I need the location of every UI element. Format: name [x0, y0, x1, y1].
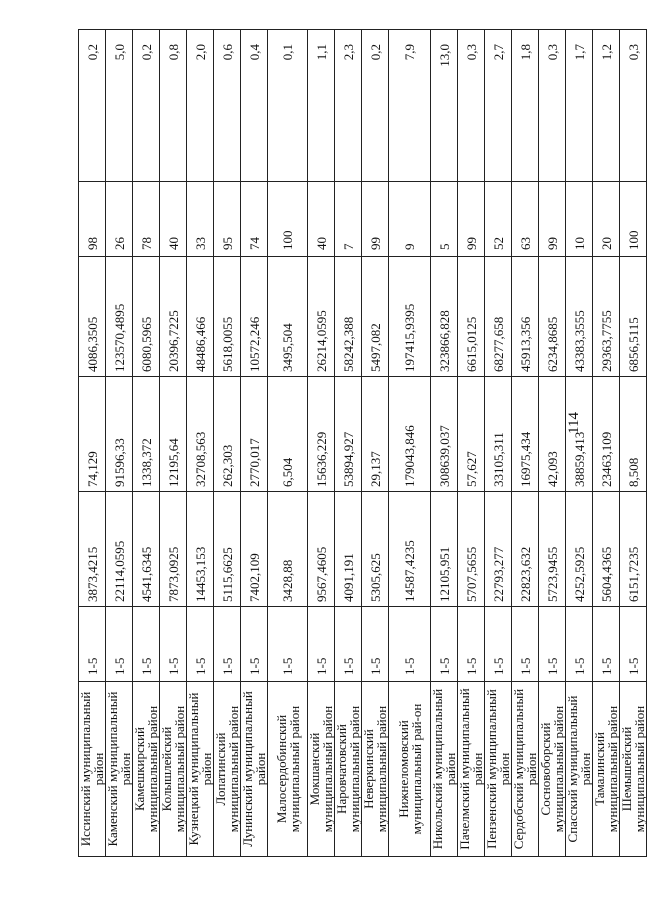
table-row — [593, 30, 620, 857]
table-row — [187, 30, 214, 857]
value-b-cell: 12195,64 — [160, 377, 187, 492]
total-value-cell: 6234,8685 — [539, 257, 566, 377]
value-a-cell: 4252,5925 — [566, 492, 593, 607]
district-name-cell: Спасский муниципальный район — [566, 682, 593, 857]
percent-cell: 20 — [593, 182, 620, 257]
class-range-cell: 1-5 — [485, 607, 512, 682]
rotated-table-area — [78, 30, 647, 857]
total-value-cell: 5618,0055 — [214, 257, 241, 377]
total-value-cell: 123570,4895 — [106, 257, 133, 377]
table-row — [335, 30, 362, 857]
class-range-cell: 1-5 — [362, 607, 389, 682]
value-b-cell: 53894,927 — [335, 377, 362, 492]
total-value-cell: 6856,5115 — [620, 257, 647, 377]
total-value-cell: 45913,356 — [512, 257, 539, 377]
percent-cell: 5 — [431, 182, 458, 257]
share-cell: 0,2 — [133, 30, 160, 182]
total-value-cell: 20396,7225 — [160, 257, 187, 377]
district-name-cell: Колышлейский муниципальный район — [160, 682, 187, 857]
table-row — [512, 30, 539, 857]
total-value-cell: 43383,3555 — [566, 257, 593, 377]
table-row — [268, 30, 308, 857]
value-b-cell: 15636,229 — [308, 377, 335, 492]
value-b-cell: 2770,017 — [241, 377, 268, 492]
percent-cell: 52 — [485, 182, 512, 257]
value-b-cell: 16975,434 — [512, 377, 539, 492]
percent-cell: 40 — [160, 182, 187, 257]
total-value-cell: 48486,466 — [187, 257, 214, 377]
percent-cell: 95 — [214, 182, 241, 257]
value-b-cell: 32708,563 — [187, 377, 214, 492]
percent-cell: 100 — [268, 182, 308, 257]
table-row — [241, 30, 268, 857]
value-b-cell: 38859,413 — [566, 377, 593, 492]
percent-cell: 99 — [362, 182, 389, 257]
class-range-cell: 1-5 — [268, 607, 308, 682]
share-cell: 0,3 — [539, 30, 566, 182]
district-name-cell: Мокшанский муниципальный район — [308, 682, 335, 857]
district-name-cell: Пензенский муниципальный район — [485, 682, 512, 857]
table-body — [79, 30, 647, 857]
percent-cell: 99 — [458, 182, 485, 257]
share-cell: 13,0 — [431, 30, 458, 182]
share-cell: 0,4 — [241, 30, 268, 182]
share-cell: 1,2 — [593, 30, 620, 182]
district-name-cell: Нижнеломовский муниципальный рай-он — [389, 682, 431, 857]
class-range-cell: 1-5 — [241, 607, 268, 682]
class-range-cell: 1-5 — [431, 607, 458, 682]
district-name-cell: Малосердобинский муниципальный район — [268, 682, 308, 857]
percent-cell: 99 — [539, 182, 566, 257]
value-a-cell: 5707,5655 — [458, 492, 485, 607]
district-name-cell: Лопатинский муниципальный район — [214, 682, 241, 857]
percent-cell: 7 — [335, 182, 362, 257]
district-name-cell: Шемышейский муниципальный район — [620, 682, 647, 857]
table-row — [620, 30, 647, 857]
value-b-cell: 91596,33 — [106, 377, 133, 492]
share-cell: 7,9 — [389, 30, 431, 182]
class-range-cell: 1-5 — [389, 607, 431, 682]
value-b-cell: 179043,846 — [389, 377, 431, 492]
value-b-cell: 308639,037 — [431, 377, 458, 492]
share-cell: 0,2 — [79, 30, 106, 182]
percent-cell: 100 — [620, 182, 647, 257]
value-b-cell: 29,137 — [362, 377, 389, 492]
total-value-cell: 6080,5965 — [133, 257, 160, 377]
share-cell: 1,7 — [566, 30, 593, 182]
class-range-cell: 1-5 — [79, 607, 106, 682]
percent-cell: 10 — [566, 182, 593, 257]
page-number: 114 — [566, 412, 582, 434]
district-name-cell: Кузнецкий муниципальный район — [187, 682, 214, 857]
share-cell: 0,3 — [620, 30, 647, 182]
value-a-cell: 22793,277 — [485, 492, 512, 607]
share-cell: 5,0 — [106, 30, 133, 182]
district-name-cell: Неверкинский муниципальный район — [362, 682, 389, 857]
table-row — [160, 30, 187, 857]
value-a-cell: 22823,632 — [512, 492, 539, 607]
table-row — [362, 30, 389, 857]
value-b-cell: 33105,311 — [485, 377, 512, 492]
value-b-cell: 42,093 — [539, 377, 566, 492]
total-value-cell: 323866,828 — [431, 257, 458, 377]
percent-cell: 26 — [106, 182, 133, 257]
total-value-cell: 6615,0125 — [458, 257, 485, 377]
percent-cell: 40 — [308, 182, 335, 257]
total-value-cell: 58242,388 — [335, 257, 362, 377]
class-range-cell: 1-5 — [539, 607, 566, 682]
table-row — [106, 30, 133, 857]
class-range-cell: 1-5 — [308, 607, 335, 682]
value-a-cell: 5115,6625 — [214, 492, 241, 607]
class-range-cell: 1-5 — [214, 607, 241, 682]
percent-cell: 63 — [512, 182, 539, 257]
district-name-cell: Пачелмский муниципальный район — [458, 682, 485, 857]
district-name-cell: Наровчатовский муниципальный район — [335, 682, 362, 857]
table-row — [485, 30, 512, 857]
district-name-cell: Сосновоборский муниципальный район — [539, 682, 566, 857]
share-cell: 1,8 — [512, 30, 539, 182]
table-row — [431, 30, 458, 857]
value-a-cell: 9567,4605 — [308, 492, 335, 607]
value-b-cell: 23463,109 — [593, 377, 620, 492]
value-a-cell: 6151,7235 — [620, 492, 647, 607]
class-range-cell: 1-5 — [620, 607, 647, 682]
class-range-cell: 1-5 — [187, 607, 214, 682]
share-cell: 0,2 — [362, 30, 389, 182]
table-row — [308, 30, 335, 857]
percent-cell: 74 — [241, 182, 268, 257]
value-a-cell: 4091,191 — [335, 492, 362, 607]
value-b-cell: 262,303 — [214, 377, 241, 492]
district-name-cell: Камешкирский муниципальный район — [133, 682, 160, 857]
table-row — [389, 30, 431, 857]
table-row — [458, 30, 485, 857]
district-name-cell: Лунинский муниципальный район — [241, 682, 268, 857]
total-value-cell: 68277,658 — [485, 257, 512, 377]
percent-cell: 33 — [187, 182, 214, 257]
total-value-cell: 197415,9395 — [389, 257, 431, 377]
value-a-cell: 5305,625 — [362, 492, 389, 607]
total-value-cell: 26214,0595 — [308, 257, 335, 377]
share-cell: 0,1 — [268, 30, 308, 182]
table-row — [133, 30, 160, 857]
value-b-cell: 1338,372 — [133, 377, 160, 492]
district-name-cell: Никольский муниципальный район — [431, 682, 458, 857]
share-cell: 2,3 — [335, 30, 362, 182]
value-a-cell: 3873,4215 — [79, 492, 106, 607]
class-range-cell: 1-5 — [133, 607, 160, 682]
share-cell: 0,3 — [458, 30, 485, 182]
total-value-cell: 4086,3505 — [79, 257, 106, 377]
value-a-cell: 12105,951 — [431, 492, 458, 607]
share-cell: 0,6 — [214, 30, 241, 182]
value-a-cell: 22114,0595 — [106, 492, 133, 607]
table-row — [214, 30, 241, 857]
value-a-cell: 3428,88 — [268, 492, 308, 607]
value-a-cell: 5723,9455 — [539, 492, 566, 607]
class-range-cell: 1-5 — [106, 607, 133, 682]
class-range-cell: 1-5 — [160, 607, 187, 682]
table-row — [539, 30, 566, 857]
district-data-table — [78, 29, 647, 857]
percent-cell: 9 — [389, 182, 431, 257]
class-range-cell: 1-5 — [593, 607, 620, 682]
value-a-cell: 5604,4365 — [593, 492, 620, 607]
value-b-cell: 57,627 — [458, 377, 485, 492]
share-cell: 2,0 — [187, 30, 214, 182]
value-a-cell: 4541,6345 — [133, 492, 160, 607]
class-range-cell: 1-5 — [458, 607, 485, 682]
district-name-cell: Иссинский муниципальный район — [79, 682, 106, 857]
share-cell: 0,8 — [160, 30, 187, 182]
total-value-cell: 29363,7755 — [593, 257, 620, 377]
share-cell: 2,7 — [485, 30, 512, 182]
value-b-cell: 74,129 — [79, 377, 106, 492]
total-value-cell: 10572,246 — [241, 257, 268, 377]
district-name-cell: Сердобский муниципальный район — [512, 682, 539, 857]
value-b-cell: 8,508 — [620, 377, 647, 492]
total-value-cell: 3495,504 — [268, 257, 308, 377]
district-name-cell: Каменский муниципальный район — [106, 682, 133, 857]
share-cell: 1,1 — [308, 30, 335, 182]
table-row — [566, 30, 593, 857]
value-a-cell: 7402,109 — [241, 492, 268, 607]
value-a-cell: 14453,153 — [187, 492, 214, 607]
table-row — [79, 30, 106, 857]
class-range-cell: 1-5 — [566, 607, 593, 682]
value-a-cell: 14587,4235 — [389, 492, 431, 607]
percent-cell: 78 — [133, 182, 160, 257]
district-name-cell: Тамалинский муниципальный район — [593, 682, 620, 857]
value-b-cell: 6,504 — [268, 377, 308, 492]
class-range-cell: 1-5 — [512, 607, 539, 682]
total-value-cell: 5497,082 — [362, 257, 389, 377]
class-range-cell: 1-5 — [335, 607, 362, 682]
value-a-cell: 7873,0925 — [160, 492, 187, 607]
percent-cell: 98 — [79, 182, 106, 257]
